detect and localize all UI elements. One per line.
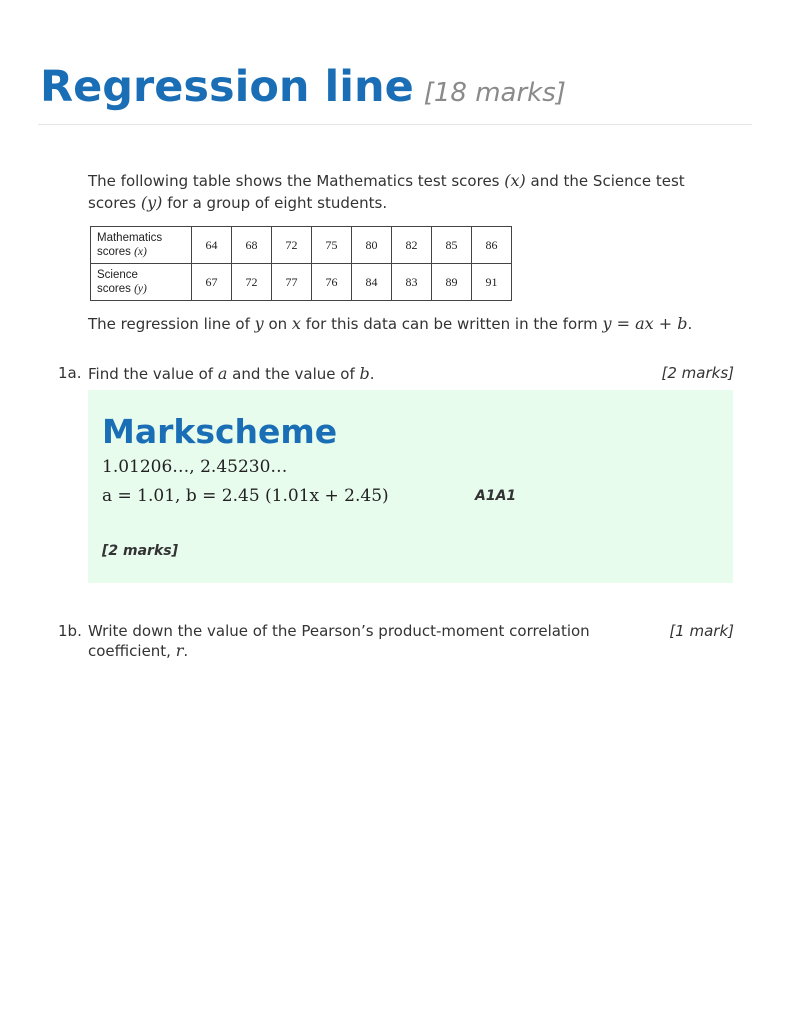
markscheme-title: Markscheme xyxy=(102,412,338,451)
regression-statement xyxy=(88,313,692,335)
q1a-part-2: and the value of xyxy=(227,365,360,383)
math-scores-row xyxy=(91,227,512,264)
math-score-cell: 64 xyxy=(192,227,232,264)
page-header xyxy=(40,62,566,112)
question-1b-text xyxy=(88,622,628,661)
math-score-cell: 86 xyxy=(472,227,512,264)
q1a-a: a xyxy=(217,364,228,383)
regression-end: . xyxy=(687,315,693,333)
markscheme-line-2: a = 1.01, b = 2.45 (1.01x + 2.45) xyxy=(102,486,389,506)
science-score-cell: 77 xyxy=(272,264,312,301)
markscheme-award: A1A1 xyxy=(475,488,517,504)
intro-y-symbol: (y) xyxy=(140,193,163,212)
question-1a-text xyxy=(88,364,375,384)
math-label-line2: scores xyxy=(97,246,135,258)
question-1b-number: 1b. xyxy=(58,622,82,640)
regression-y: y xyxy=(254,314,264,333)
total-marks: [18 marks] xyxy=(423,78,566,108)
regression-part-2: on xyxy=(263,315,292,333)
science-score-cell: 91 xyxy=(472,264,512,301)
intro-part-3: for a group of eight students. xyxy=(162,194,388,212)
intro-part-2: and the Science test scores xyxy=(88,172,685,212)
page-title: Regression line xyxy=(40,62,414,112)
science-score-cell: 84 xyxy=(352,264,392,301)
markscheme-marks: [2 marks] xyxy=(102,543,178,559)
q1a-part-1: Find the value of xyxy=(88,365,218,383)
intro-part-1: The following table shows the Mathematics test scores xyxy=(88,172,505,190)
markscheme-box xyxy=(88,390,733,583)
question-1b-marks: [1 mark] xyxy=(669,622,734,640)
math-label-line1: Mathematics xyxy=(97,232,163,244)
math-score-cell: 72 xyxy=(272,227,312,264)
science-score-cell: 76 xyxy=(312,264,352,301)
regression-x: x xyxy=(291,314,301,333)
question-1a xyxy=(0,364,791,384)
science-label-var: (y) xyxy=(134,283,147,295)
regression-part-3: for this data can be written in the form xyxy=(300,315,603,333)
q1a-part-3: . xyxy=(369,365,375,383)
math-score-cell: 68 xyxy=(232,227,272,264)
regression-part-1: The regression line of xyxy=(88,315,255,333)
math-label-var: (x) xyxy=(134,246,147,258)
math-score-cell: 75 xyxy=(312,227,352,264)
question-1b xyxy=(0,622,791,662)
science-row-header xyxy=(91,264,192,301)
scores-table xyxy=(90,226,512,301)
math-score-cell: 82 xyxy=(392,227,432,264)
question-1a-marks: [2 marks] xyxy=(661,364,734,382)
q1b-r: r xyxy=(175,641,184,660)
title-divider xyxy=(38,124,752,125)
science-score-cell: 72 xyxy=(232,264,272,301)
q1b-end: . xyxy=(183,642,189,660)
math-score-cell: 85 xyxy=(432,227,472,264)
intro-text xyxy=(88,170,728,214)
math-row-header xyxy=(91,227,192,264)
science-scores-row xyxy=(91,264,512,301)
science-score-cell: 83 xyxy=(392,264,432,301)
science-label-line2: scores xyxy=(97,283,135,295)
regression-form: y = ax + b xyxy=(602,314,688,333)
intro-x-symbol: (x) xyxy=(504,171,526,190)
science-score-cell: 89 xyxy=(432,264,472,301)
question-1a-number: 1a. xyxy=(58,364,82,382)
markscheme-line-1: 1.01206…, 2.45230… xyxy=(102,457,288,477)
science-label-line1: Science xyxy=(97,269,138,281)
science-score-cell: 67 xyxy=(192,264,232,301)
math-score-cell: 80 xyxy=(352,227,392,264)
q1b-line-2: coefficient, xyxy=(88,642,176,660)
q1b-line-1: Write down the value of the Pearson’s product-moment correlation xyxy=(88,622,590,640)
q1a-b: b xyxy=(359,364,370,383)
